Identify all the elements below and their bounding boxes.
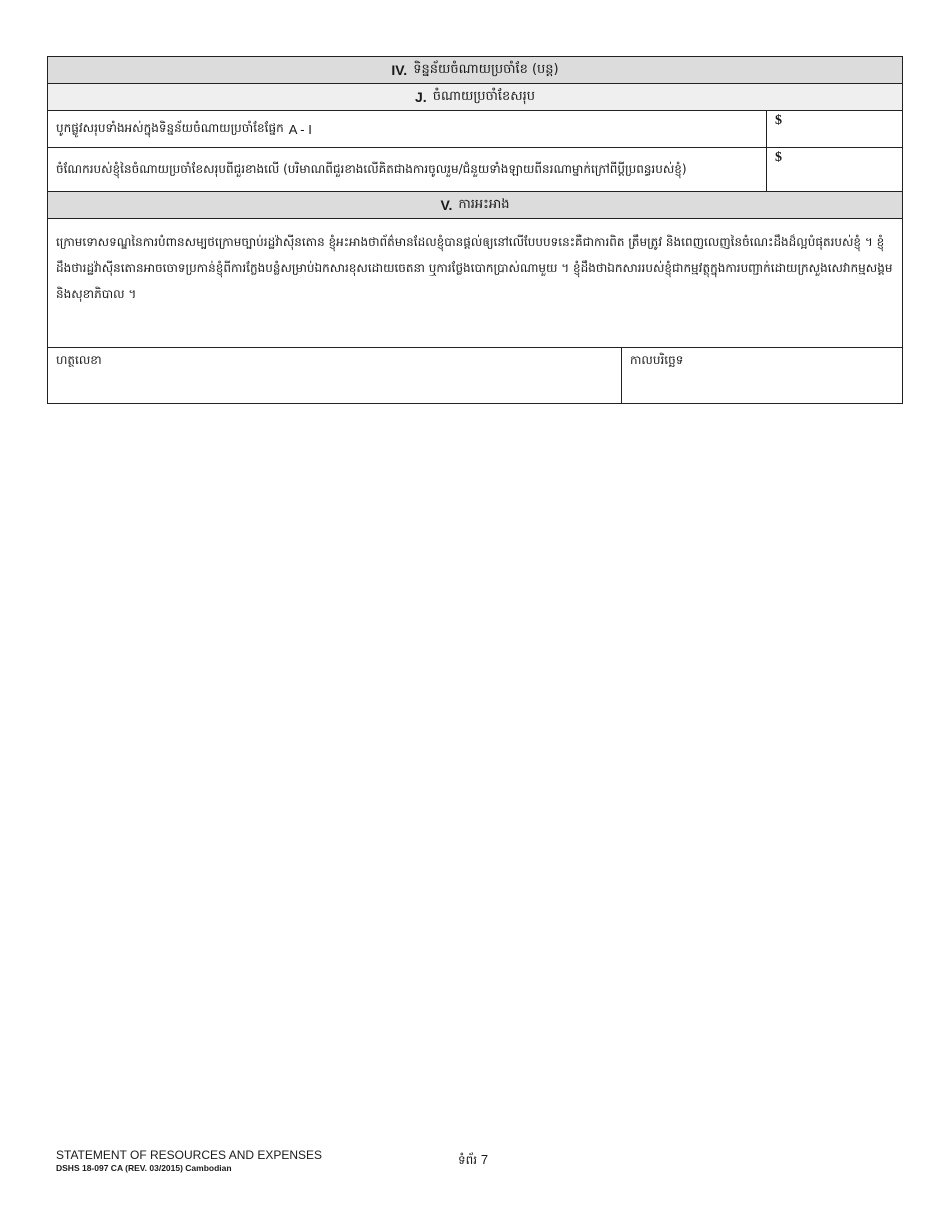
total-expenses-label-text: បូកផ្លូវសរុបទាំងអស់ក្នុងទិន្នន័យចំណាយប្រចាំខែផ្នែក	[56, 121, 284, 135]
footer-form-id: DSHS 18-097 CA (REV. 03/2015) Cambodian	[56, 1163, 232, 1173]
certification-text: ក្រោមទោសទណ្ឌនៃការបំពានសម្បថក្រោមច្បាប់រដ្ឋវ៉ាស៊ីនតោន ខ្ញុំអះអាងថាព័ត៌មានដែលខ្ញុំបានផ្ដល់ឲ្យនៅលើបែបបទនេះគឺជាការពិត ត្រឹមត្រូវ និងពេញលេញនៃចំណេះដឹងដ៏ល្អបំផុតរបស់ខ្ញុំ ។ ខ្ញុំដឹងថារដ្ឋវ៉ាស៊ីនតោនអាចចោទប្រកាន់ខ្ញុំពីការក្លែងបន្លំសម្រាប់ឯកសារខុសដោយចេតនា ឬការថ្លែងបោកប្រាស់ណាមួយ ។ ខ្ញុំដឹងថាឯកសាររបស់ខ្ញុំជាកម្មវត្ថុក្នុងការបញ្ជាក់ដោយក្រសួងសេវាកម្មសង្គម និងសុខាភិបាល ។	[56, 235, 893, 301]
total-expenses-row	[48, 111, 902, 148]
page-number: 7	[480, 1152, 489, 1167]
total-currency-symbol: $	[775, 113, 782, 128]
section-v-title: ការអះអាង	[458, 196, 510, 212]
date-label: កាលបរិច្ឆេទ	[630, 353, 684, 367]
certification-row	[48, 219, 902, 348]
my-share-row	[48, 148, 902, 192]
expense-form	[47, 56, 903, 404]
date-field[interactable]	[622, 348, 902, 403]
footer-title: STATEMENT OF RESOURCES AND EXPENSES	[56, 1148, 323, 1162]
section-v-header	[48, 192, 902, 219]
section-j-number: J.	[415, 89, 427, 105]
signature-label: ហត្ថលេខា	[56, 353, 102, 367]
page-indicator	[458, 1152, 488, 1170]
section-j-title: ចំណាយប្រចាំខែសរុប	[432, 88, 535, 104]
total-expenses-amount-field[interactable]	[767, 111, 902, 147]
my-share-label	[48, 148, 767, 191]
signature-field[interactable]	[48, 348, 622, 403]
my-share-label-text: ចំណែករបស់ខ្ញុំនៃចំណាយប្រចាំខែសរុបពីជួរខាងលើ (បរិមាណពីជួរខាងលើគិតជាងការចូលរួម/ជំនួយទាំងឡាយពីនរណាម្នាក់ក្រៅពីប្ដីប្រពន្ធរបស់ខ្ញុំ)	[56, 161, 687, 176]
section-v-number: V.	[440, 197, 453, 213]
my-share-amount-field[interactable]	[767, 148, 902, 191]
total-expenses-range: A - I	[288, 121, 312, 137]
section-iv-number: IV.	[391, 62, 408, 78]
section-iv-header	[48, 57, 902, 84]
share-currency-symbol: $	[775, 150, 782, 165]
signature-row	[48, 348, 902, 403]
page-label: ទំព័រ	[458, 1153, 478, 1167]
section-iv-title: ទិន្នន័យចំណាយប្រចាំខែ (បន្ត)	[413, 61, 559, 77]
section-j-header	[48, 84, 902, 111]
total-expenses-label	[48, 111, 767, 147]
